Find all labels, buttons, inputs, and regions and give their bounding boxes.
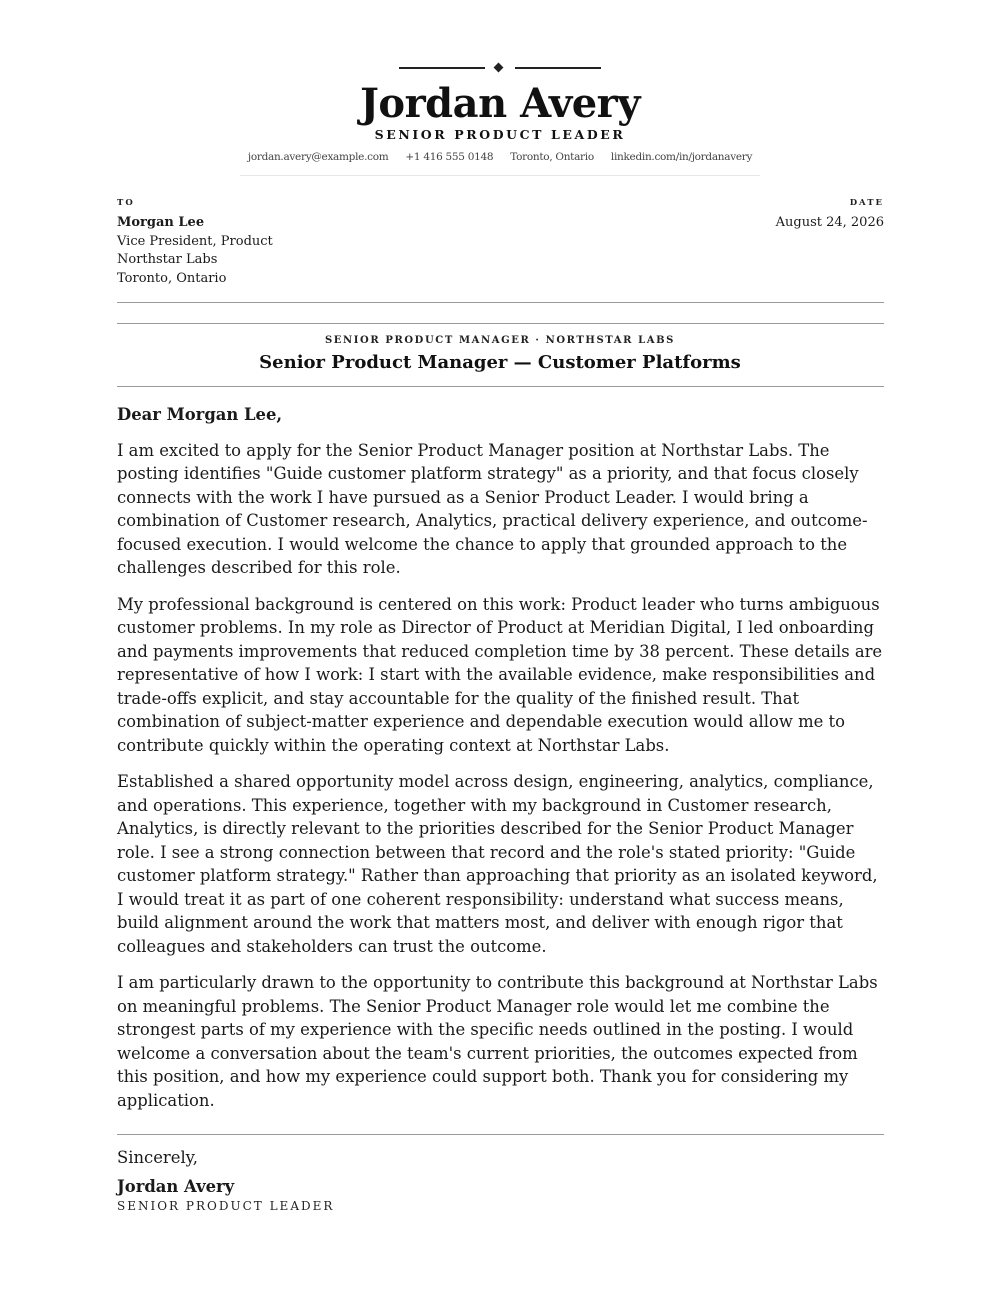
header-ornament xyxy=(399,63,601,73)
salutation: Dear Morgan Lee, xyxy=(117,405,283,424)
signature-name: Jordan Avery xyxy=(117,1177,235,1196)
role-kicker: SENIOR PRODUCT MANAGER · NORTHSTAR LABS xyxy=(324,335,676,346)
date-block xyxy=(776,198,884,233)
divider-closing xyxy=(117,1134,884,1135)
paragraph-2: My professional background is centered on this work: Product leader who turns ambiguous customer problems. In my role as Director of Product at Meridian Digital, I led onboarding and payments improvements that reduced completion time by 38 percent. These details are representative of how I work: I start with the available evidence, make responsibilities and trade-offs explicit, and stay accountable for the quality of the finished result. That combination of subject-matter experience and dependable execution would allow me to contribute quickly within the operating context at Northstar Labs. xyxy=(117,594,883,755)
ornament-line-right xyxy=(515,67,601,69)
contact-divider xyxy=(240,175,760,176)
date-label: DATE xyxy=(849,198,884,208)
recipient-label: TO xyxy=(117,198,135,208)
divider-role-top xyxy=(117,323,884,324)
signature-title: SENIOR PRODUCT LEADER xyxy=(117,1199,335,1213)
role-title: Senior Product Manager — Customer Platforms xyxy=(259,352,741,373)
recipient-block xyxy=(117,198,273,288)
recipient-title: Vice President, Product xyxy=(117,233,273,249)
recipient-name: Morgan Lee xyxy=(117,215,205,230)
contact-email[interactable]: jordan.avery@example.com xyxy=(247,151,389,163)
contact-phone: +1 416 555 0148 xyxy=(405,151,494,163)
contact-linkedin[interactable]: linkedin.com/in/jordanavery xyxy=(610,151,753,163)
ornament-line-left xyxy=(399,67,485,69)
divider-top xyxy=(117,302,884,303)
contact-line xyxy=(0,151,1000,163)
recipient-company: Northstar Labs xyxy=(117,252,218,267)
paragraph-1: I am excited to apply for the Senior Product Manager position at Northstar Labs. The posting identifies "Guide customer platform strategy" as a priority, and that focus closely connects with the work I have pursued as a Senior Product Leader. I would bring a combination of Customer research, Analytics, practical delivery experience, and outcome-focused execution. I would welcome the chance to apply that grounded approach to the challenges described for this role. xyxy=(117,440,868,577)
closing: Sincerely, xyxy=(117,1148,198,1167)
applicant-title: SENIOR PRODUCT LEADER xyxy=(374,127,626,142)
recipient-city: Toronto, Ontario xyxy=(117,270,227,286)
diamond-icon xyxy=(494,63,504,73)
paragraph-3: Established a shared opportunity model across design, engineering, analytics, compliance, and operations. This experience, together with my background in Customer research, Analytics, is directly relevant to the priorities described for the Senior Product Manager role. I see a strong connection between that record and the role's stated priority: "Guide customer platform strategy." Rather than approaching that priority as an isolated keyword, I would treat it as part of one coherent responsibility: understand what success means, build alignment around the work that matters most, and deliver with enough rigor that colleagues and stakeholders can trust the outcome. xyxy=(117,772,878,956)
applicant-name: Jordan Avery xyxy=(360,80,640,127)
contact-location: Toronto, Ontario xyxy=(510,151,594,163)
paragraph-4: I am particularly drawn to the opportunity to contribute this background at Northstar Labs on meaningful problems. The Senior Product Manager role would let me combine the strongest parts of my experience with the specific needs outlined in the posting. I would welcome a conversation about the team's current priorities, the outcomes expected from this position, and how my experience could support both. Thank you for considering my application. xyxy=(117,973,878,1110)
divider-role-bottom xyxy=(117,386,884,387)
letter-body xyxy=(117,403,884,1125)
letter-date: August 24, 2026 xyxy=(775,215,884,230)
